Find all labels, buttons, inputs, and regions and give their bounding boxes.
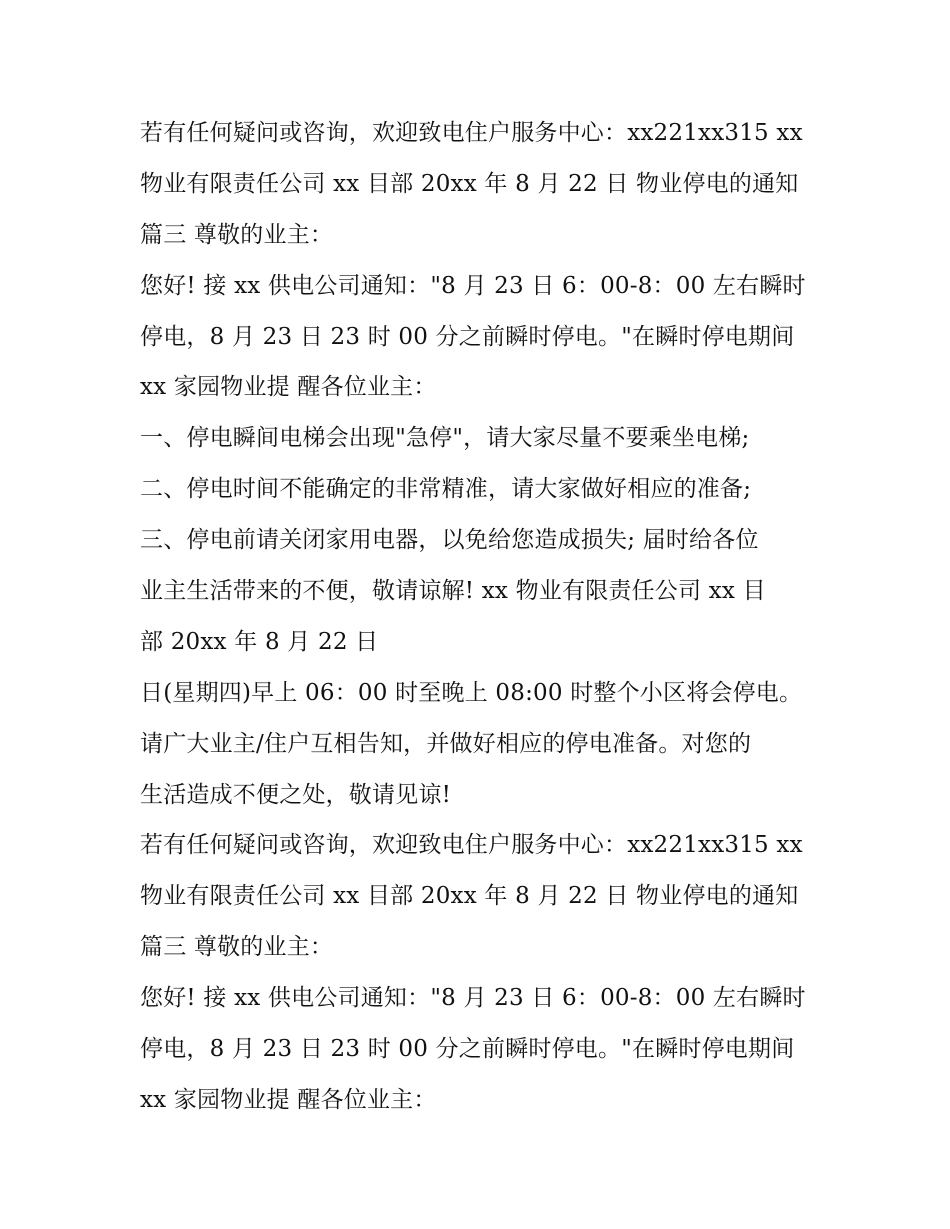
text-line: 业主生活带来的不便，敬请谅解! xx 物业有限责任公司 xx 目 — [140, 578, 766, 605]
text-line: 停电，8 月 23 日 23 时 00 分之前瞬时停电。"在瞬时停电期间 — [140, 323, 795, 350]
text-line: xx 家园物业提 醒各位业主： — [140, 1086, 437, 1113]
text-line: 篇三 尊敬的业主： — [140, 221, 334, 248]
text-line: 篇三 尊敬的业主： — [140, 934, 334, 961]
text-line: 一、停电瞬间电梯会出现"急停"，请大家尽量不要乘坐电梯; — [140, 425, 750, 452]
text-line: 二、停电时间不能确定的非常精准，请大家做好相应的准备; — [140, 476, 752, 503]
text-line: 物业有限责任公司 xx 目部 20xx 年 8 月 22 日 物业停电的通知 — [140, 170, 799, 197]
text-line: 请广大业主/住户互相告知，并做好相应的停电准备。对您的 — [140, 730, 752, 757]
text-line: 您好! 接 xx 供电公司通知："8 月 23 日 6：00-8：00 左右瞬时 — [140, 272, 806, 299]
document-body — [140, 108, 820, 1126]
text-line: 停电，8 月 23 日 23 时 00 分之前瞬时停电。"在瞬时停电期间 — [140, 1036, 795, 1063]
text-line: 生活造成不便之处，敬请见谅! — [140, 781, 452, 808]
text-line: 若有任何疑问或咨询，欢迎致电住户服务中心：xx221xx315 xx — [140, 832, 803, 859]
text-line: 物业有限责任公司 xx 目部 20xx 年 8 月 22 日 物业停电的通知 — [140, 883, 799, 910]
text-line: 您好! 接 xx 供电公司通知："8 月 23 日 6：00-8：00 左右瞬时 — [140, 985, 806, 1012]
text-line: 三、停电前请关闭家用电器，以免给您造成损失; 届时给各位 — [140, 527, 759, 554]
text-line: 若有任何疑问或咨询，欢迎致电住户服务中心：xx221xx315 xx — [140, 120, 803, 146]
text-line: 部 20xx 年 8 月 22 日 — [140, 628, 379, 655]
text-line: xx 家园物业提 醒各位业主： — [140, 374, 437, 401]
text-line: 日(星期四)早上 06：00 时至晚上 08:00 时整个小区将会停电。 — [140, 679, 803, 706]
